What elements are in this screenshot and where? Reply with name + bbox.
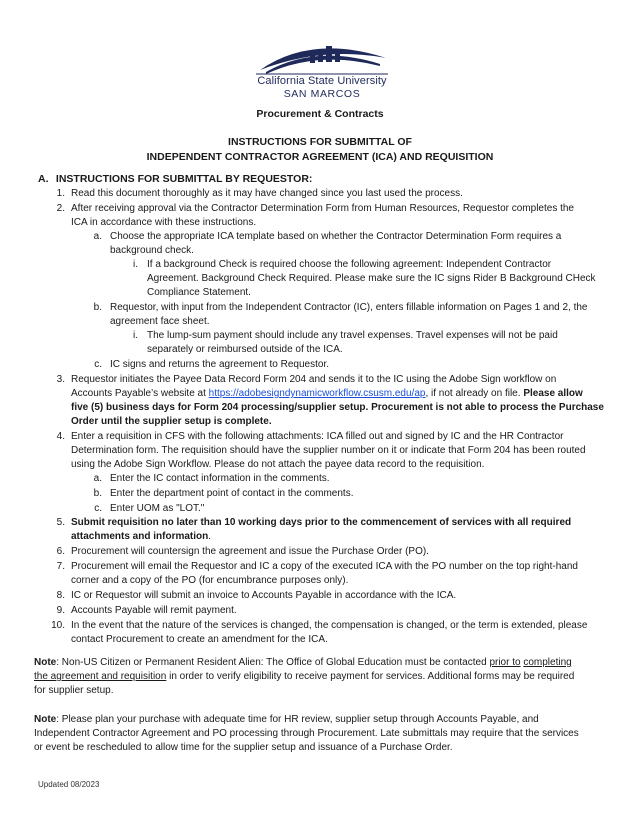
substep-letter: b. [93, 302, 102, 313]
note-1-line2 [34, 670, 594, 684]
step-10-line: In the event that the nature of the services is changed, the compensation is changed, or the term is extended, please [71, 620, 588, 631]
substep-2ai-line: If a background Check is required choose the following agreement: Independent Contractor [147, 259, 552, 270]
note-2-line2: Independent Contractor Agreement and PO processing through Procurement. Late submittals may require that the services [34, 728, 579, 739]
step-5-line2-tail: . [208, 531, 212, 542]
note-1-underline: completing [523, 657, 572, 668]
substep-letter: a. [93, 231, 102, 242]
section-a-label: A. [38, 173, 49, 185]
substep-2ai-line: Compliance Statement. [147, 287, 251, 298]
section-a-heading [38, 173, 312, 185]
step-number: 6. [56, 546, 65, 557]
step-number: 5. [56, 517, 65, 528]
logo-campus-name: SAN MARCOS [283, 88, 361, 100]
step-number: 3. [56, 374, 65, 385]
substep-2a-line: background check. [110, 245, 194, 256]
step-number: 10. [51, 620, 65, 631]
substep-2bi-line: separately or reimbursed outside of the ICA. [147, 344, 343, 355]
step-2-line: After receiving approval via the Contractor Determination Form from Human Resources, Requestor completes the [71, 203, 574, 214]
substep-4c-text: Enter UOM as "LOT." [110, 503, 205, 514]
csusm-logo-mark-icon [252, 36, 392, 76]
note-1-line1 [34, 656, 594, 670]
step-4-line: Enter a requisition in CFS with the following attachments: ICA filled out and signed by IC and the HR Contractor [71, 431, 564, 442]
document-title-line2: INDEPENDENT CONTRACTOR AGREEMENT (ICA) AND REQUISITION [146, 151, 494, 163]
substep-letter: c. [94, 503, 102, 514]
substep-2b-line: agreement face sheet. [110, 316, 210, 327]
step-3-line2-mid: , if not already on file. [425, 388, 524, 399]
note-2-line3: or event be rescheduled to allow time for the supplier setup and issuance of a Purchase Order. [34, 742, 453, 753]
step-3-line: Requestor initiates the Payee Data Record Form 204 and sends it to the IC using the Adobe Sign workflow on [71, 374, 557, 385]
substep-letter: c. [94, 359, 102, 370]
note-1-label: Note [34, 657, 57, 668]
step-5-line2-bold: attachments and information [71, 531, 209, 542]
substep-2bi-line: The lump-sum payment should include any travel expenses. Travel expenses will not be paid [147, 330, 558, 341]
step-2-line: ICA in accordance with these instructions. [71, 217, 257, 228]
step-1-text: Read this document thoroughly as it may have changed since you last used the process. [71, 188, 463, 199]
note-global-education [34, 656, 594, 698]
step-number: 4. [56, 431, 65, 442]
step-3-line4-bold: Order until the supplier setup is complete. [71, 416, 272, 427]
adobe-sign-workflow-link[interactable]: https://adobesigndynamicworkflow.csusm.edu/ap [208, 388, 426, 399]
note-2-label: Note [34, 714, 57, 725]
substep-letter: a. [93, 473, 102, 484]
step-3-line3 [71, 401, 604, 415]
step-6-text: Procurement will countersign the agreement and issue the Purchase Order (PO). [71, 546, 429, 557]
step-3-line4 [71, 415, 272, 429]
step-5-line1 [71, 516, 571, 530]
note-1-underline: prior to [489, 657, 521, 668]
step-3-line3-bold: five (5) business days for Form 204 processing/supplier setup. Procurement is not able to process the Purchase [71, 402, 604, 413]
substep-2b-line: Requestor, with input from the Independent Contractor (IC), enters fillable information on Pages 1 and 2, the [110, 302, 588, 313]
step-number: 7. [56, 561, 65, 572]
logo-university-name: California State University [257, 75, 387, 87]
subsubstep-roman: i. [133, 330, 138, 341]
step-3-line2-bold: Please allow [523, 388, 583, 399]
substep-4a-text: Enter the IC contact information in the comments. [110, 473, 330, 484]
step-5-line1-bold: Submit requisition no later than 10 working days prior to the commencement of services with all required [71, 517, 572, 528]
department-title: Procurement & Contracts [256, 108, 384, 120]
note-1-underline: the agreement and requisition [34, 671, 167, 682]
step-7-line: corner and a copy of the PO (for encumbrance purposes only). [71, 575, 349, 586]
note-1-line3: for supplier setup. [34, 685, 114, 696]
subsubstep-roman: i. [133, 259, 138, 270]
substep-2c-text: IC signs and returns the agreement to Requestor. [110, 359, 330, 370]
step-number: 1. [56, 188, 65, 199]
step-7-line: Procurement will email the Requestor and IC a copy of the executed ICA with the PO number on the top right-hand [71, 561, 578, 572]
note-plan-purchase [34, 713, 594, 755]
note-1-text: in order to verify eligibility to receive payment for services. Additional forms may be required [166, 671, 575, 682]
substep-2ai-line: Agreement. Background Check Required. Please make sure the IC signs Rider B Background CHeck [147, 273, 596, 284]
substep-letter: b. [93, 488, 102, 499]
step-4-line: Determination form. The requisition should have the supplier number on it or indicate that Form 204 has been routed [71, 445, 586, 456]
step-number: 2. [56, 203, 65, 214]
step-10-line: contact Procurement to create an amendment for the ICA. [71, 634, 328, 645]
step-3-line2 [71, 387, 583, 401]
step-9-text: Accounts Payable will remit payment. [71, 605, 237, 616]
substep-2a-line: Choose the appropriate ICA template based on whether the Contractor Determination Form requires a [110, 231, 562, 242]
step-8-text: IC or Requestor will submit an invoice to Accounts Payable in accordance with the ICA. [71, 590, 457, 601]
note-1-text: : Non-US Citizen or Permanent Resident Alien: The Office of Global Education must be contacted [56, 657, 490, 668]
substep-4b-text: Enter the department point of contact in the comments. [110, 488, 354, 499]
updated-date: Updated 08/2023 [38, 780, 100, 789]
document-title-line1: INSTRUCTIONS FOR SUBMITTAL OF [228, 136, 412, 148]
note-2-text: : Please plan your purchase with adequate time for HR review, supplier setup through Accounts Payable, and [56, 714, 539, 725]
step-number: 9. [56, 605, 65, 616]
step-3-line2-prefix: Accounts Payable’s website at [71, 388, 209, 399]
step-number: 8. [56, 590, 65, 601]
note-2-line1 [34, 713, 594, 727]
section-a-title: INSTRUCTIONS FOR SUBMITTAL BY REQUESTOR: [55, 173, 313, 185]
step-4-line: using the Adobe Sign Workflow. Please do not attach the payee data record to the requisition. [71, 459, 485, 470]
step-5-line2 [71, 530, 211, 544]
csusm-logo [252, 36, 392, 100]
